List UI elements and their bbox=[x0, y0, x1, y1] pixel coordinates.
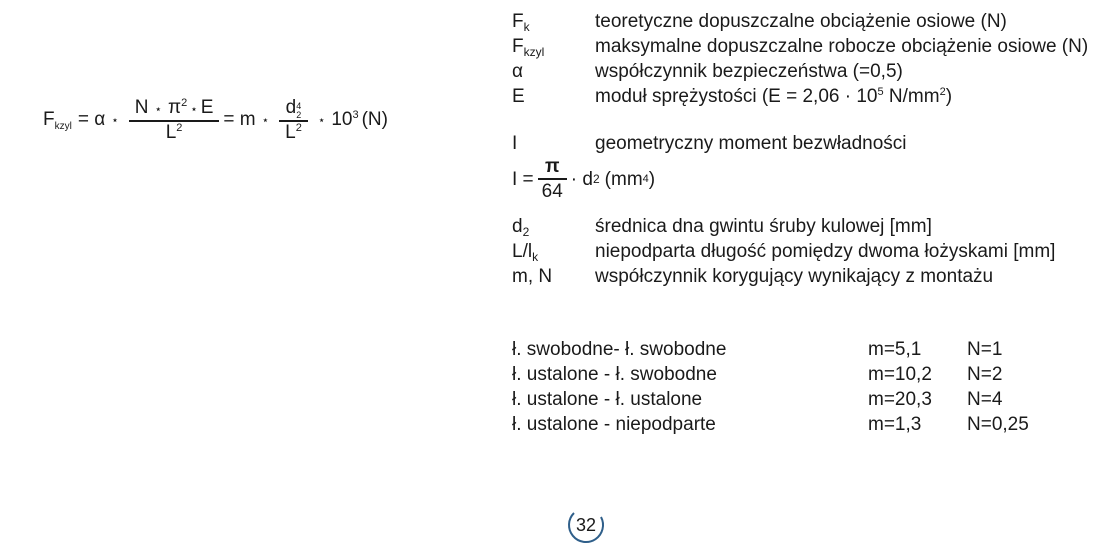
definition-symbol: E bbox=[512, 86, 525, 107]
m-value: m=1,3 bbox=[868, 414, 922, 435]
definition-text: współczynnik korygujący wynikający z montażu bbox=[595, 266, 994, 287]
m-value: m=5,1 bbox=[868, 339, 922, 360]
definition-symbol: I bbox=[512, 133, 518, 154]
definition-text: teoretyczne dopuszczalne obciążenie osiowe (N) bbox=[595, 11, 1007, 32]
fraction-d-l bbox=[279, 97, 308, 144]
definition-text: współczynnik bezpieczeństwa (=0,5) bbox=[595, 61, 903, 82]
definition-row bbox=[512, 9, 1092, 34]
mounting-config: ł. ustalone - ł. swobodne bbox=[512, 364, 717, 385]
definition-symbol: $d_2$ bbox=[512, 216, 530, 239]
definition-symbol: α bbox=[512, 61, 523, 82]
mounting-config: ł. ustalone - ł. ustalone bbox=[512, 389, 703, 410]
multiply-sign: ⋆ bbox=[261, 113, 270, 127]
definition-text: moduł sprężystości ($E = 2,06 \cdot 10^5$ $N/mm^2$) bbox=[595, 86, 953, 107]
fraction-denominator: $L^2$ bbox=[165, 121, 183, 143]
n-value: N=0,25 bbox=[967, 414, 1029, 435]
multiply-sign: ⋆ bbox=[111, 113, 119, 127]
n-value: N=4 bbox=[967, 389, 1003, 410]
definition-row bbox=[512, 214, 1092, 239]
fraction-n-pi-e bbox=[129, 97, 220, 144]
fraction-pi-64: $\frac{\pi}{64}$ bbox=[538, 155, 567, 203]
definition-symbol: $F_k$ bbox=[512, 11, 530, 34]
multiply-sign: ⋆ bbox=[317, 113, 326, 127]
definitions-list bbox=[512, 9, 1092, 289]
definition-row bbox=[512, 59, 1092, 84]
mounting-config: ł. ustalone - niepodparte bbox=[512, 414, 716, 435]
page-number bbox=[565, 505, 607, 547]
n-value: N=1 bbox=[967, 339, 1003, 360]
definition-row bbox=[512, 34, 1092, 59]
formula-tail: $10^3$ (N) bbox=[331, 109, 388, 130]
definition-row bbox=[512, 84, 1092, 109]
definition-text: niepodparta długość pomiędzy dwoma łożyskami [mm] bbox=[595, 241, 1056, 262]
n-value: N=2 bbox=[967, 364, 1003, 385]
definition-symbol: m, N bbox=[512, 266, 553, 287]
mounting-table bbox=[512, 337, 1029, 437]
table-row bbox=[512, 362, 1029, 387]
definition-row bbox=[512, 131, 1092, 156]
definition-symbol: $L/l_k$ bbox=[512, 241, 539, 264]
m-value: m=20,3 bbox=[868, 389, 932, 410]
page-number-label: 32 bbox=[575, 515, 597, 535]
definition-text: maksymalne dopuszczalne robocze obciążenie osiowe (N) bbox=[595, 36, 1089, 57]
buckling-formula bbox=[43, 92, 388, 148]
definition-row bbox=[512, 264, 1092, 289]
mounting-config: ł. swobodne- ł. swobodne bbox=[512, 339, 727, 360]
definition-text: średnica dna gwintu śruby kulowej [mm] bbox=[595, 216, 932, 237]
fraction-numerator: N ⋆ $\pi^2$ ⋆ E bbox=[134, 96, 214, 118]
formula-eq-m: = m bbox=[223, 109, 256, 130]
formula-eq-alpha: = α bbox=[77, 109, 106, 130]
m-value: m=10,2 bbox=[868, 364, 932, 385]
table-row bbox=[512, 387, 1029, 412]
table-row bbox=[512, 412, 1029, 437]
definition-symbol: $F_{kzyl}$ bbox=[512, 36, 545, 59]
moment-formula: I = $\frac{\pi}{64}$ · d 2 (mm 4 ) bbox=[512, 156, 656, 202]
fraction-denominator: $L^2$ bbox=[285, 121, 302, 143]
definition-row bbox=[512, 239, 1092, 264]
definition-text: geometryczny moment bezwładności bbox=[595, 133, 907, 154]
table-row bbox=[512, 337, 1029, 362]
fraction-numerator: d 4 2 bbox=[285, 96, 302, 120]
formula-lhs: $F_{kzyl}$ bbox=[43, 109, 72, 132]
